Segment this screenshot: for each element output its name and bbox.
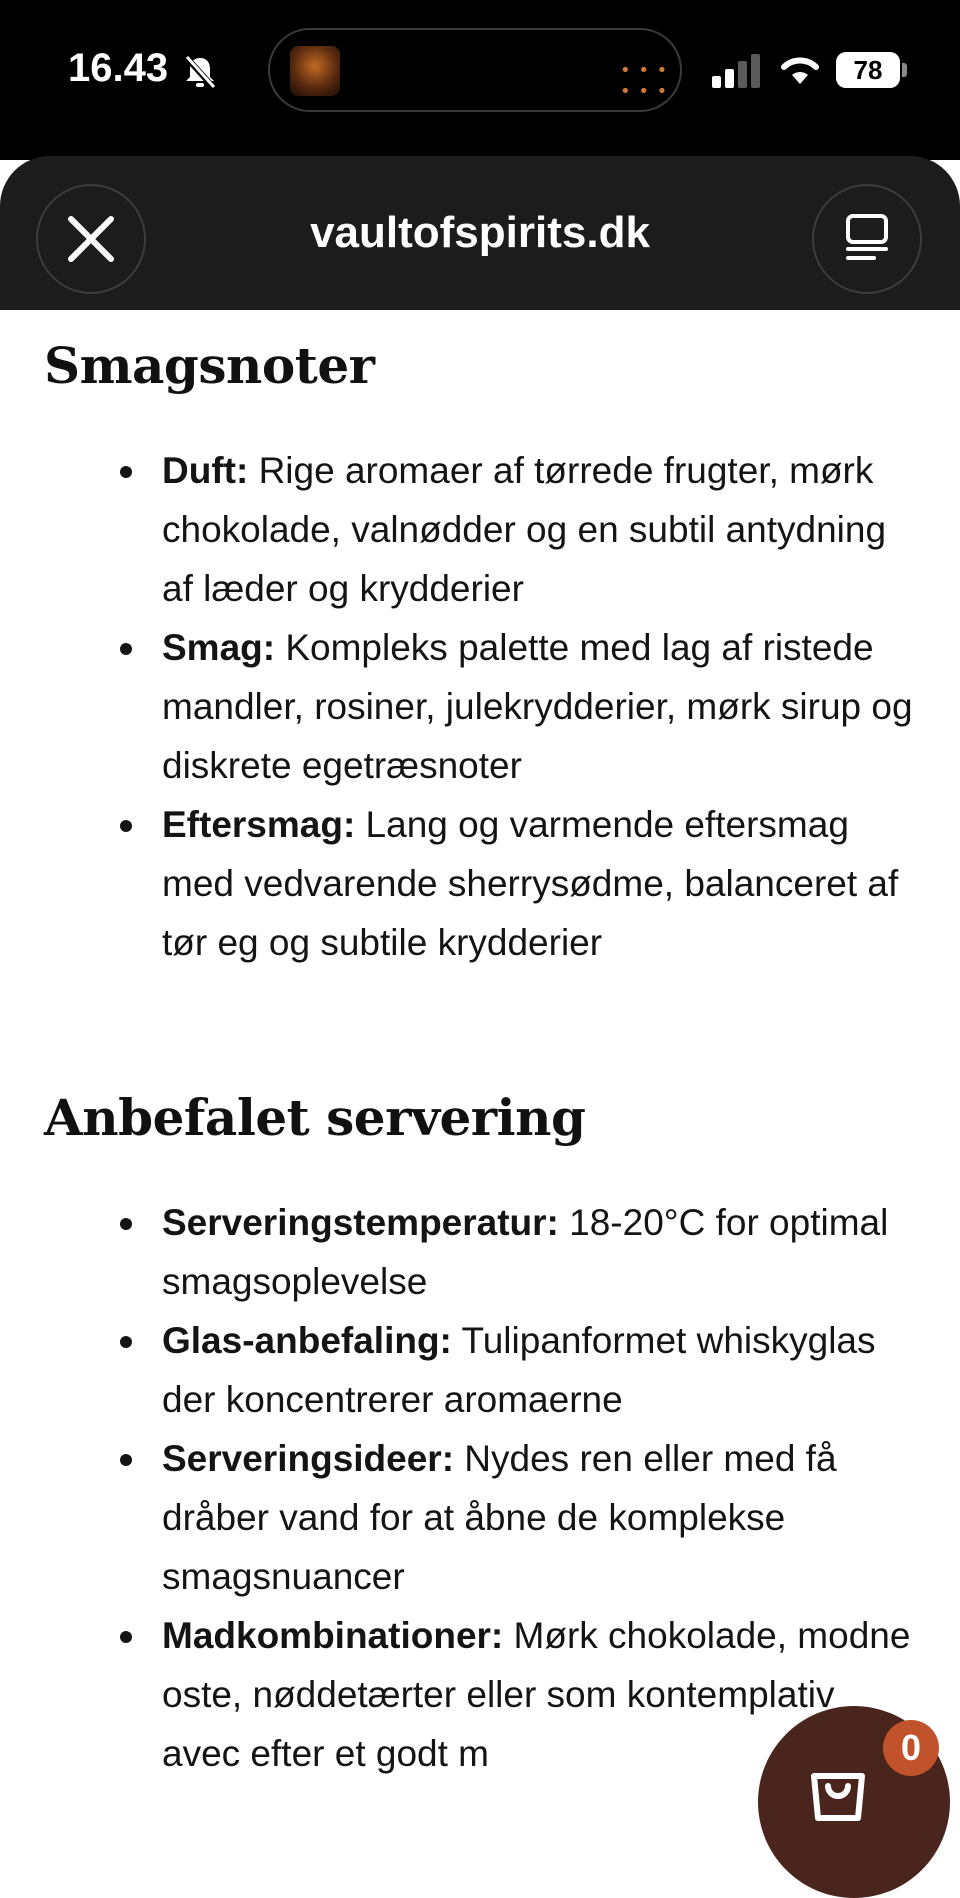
now-playing-artwork (290, 46, 340, 96)
note-text: Kompleks palette med lag af ristede mandler, rosiner, julekrydderier, mørk sirup og diskrete egetræsnoter (162, 627, 913, 786)
battery-nub (902, 63, 907, 77)
cart-count-badge: 0 (883, 1720, 939, 1776)
status-bar (0, 0, 960, 160)
browser-header (0, 156, 960, 310)
reader-menu-icon (844, 213, 890, 265)
note-text: 18-20°C for optimal smagsoplevelse (162, 1202, 889, 1302)
status-time: 16.43 (68, 46, 169, 90)
note-label: Serveringsideer: (162, 1438, 455, 1479)
list-item (0, 795, 960, 972)
note-label: Serveringstemperatur: (162, 1202, 559, 1243)
wifi-icon (778, 50, 822, 86)
serving-list (0, 1193, 960, 1783)
site-url[interactable]: vaultofspirits.dk (310, 208, 650, 257)
note-text: Tulipanformet whiskyglas der koncentrerer aromaerne (162, 1320, 876, 1420)
note-text: Lang og varmende eftersmag med vedvarende sherrysødme, balanceret af tør eg og subtile krydderier (162, 804, 899, 963)
list-item (0, 1193, 960, 1311)
note-label: Madkombinationer: (162, 1615, 504, 1656)
list-item (0, 618, 960, 795)
battery-icon: 78 (836, 52, 900, 88)
note-label: Duft: (162, 450, 249, 491)
section-heading-serving: Anbefalet servering (44, 1088, 586, 1147)
dynamic-island[interactable] (268, 28, 682, 112)
list-item (0, 1311, 960, 1429)
list-item (0, 1429, 960, 1606)
tasting-notes-list (0, 441, 960, 972)
shopping-bag-icon (806, 1756, 870, 1826)
note-text: Nydes ren eller med få dråber vand for at åbne de komplekse smagsnuancer (162, 1438, 837, 1597)
note-text: Rige aromaer af tørrede frugter, mørk chokolade, valnødder og en subtil antydning af læder og krydderier (162, 450, 887, 609)
cellular-signal-icon (712, 54, 764, 88)
note-label: Eftersmag: (162, 804, 356, 845)
list-item (0, 441, 960, 618)
audio-waveform-icon: • • • • • • (620, 60, 669, 102)
section-heading-tasting-notes: Smagsnoter (44, 336, 375, 395)
browser-menu-button[interactable] (812, 184, 922, 294)
note-text: Mørk chokolade, modne oste, nøddetærter eller som kontemplativ avec efter et godt m (162, 1615, 911, 1774)
note-label: Glas-anbefaling: (162, 1320, 452, 1361)
note-label: Smag: (162, 627, 276, 668)
bell-slash-icon (180, 52, 220, 92)
